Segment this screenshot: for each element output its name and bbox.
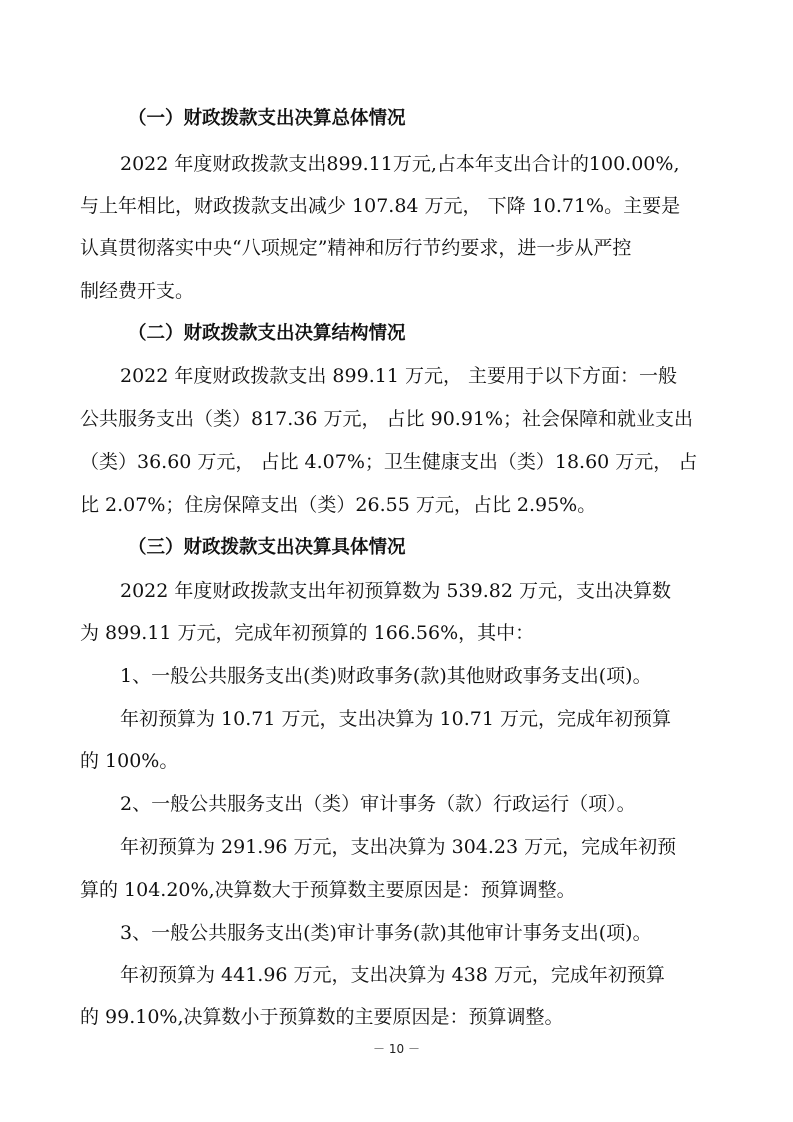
paragraph-line: 比 2.07%；住房保障支出（类）26.55 万元，占比 2.95%。	[80, 494, 597, 516]
section-heading-2: （二）财政拨款支出决算结构情况	[128, 323, 406, 344]
paragraph-line: 为 899.11 万元，完成年初预算的 166.56%，其中：	[80, 622, 535, 644]
paragraph-line: （类）36.60 万元， 占比 4.07%；卫生健康支出（类）18.60 万元， 占	[80, 451, 698, 473]
paragraph-line: 年初预算为 291.96 万元，支出决算为 304.23 万元，完成年初预	[120, 836, 677, 858]
paragraph-line: 1、一般公共服务支出(类)财政事务(款)其他财政事务支出(项)。	[120, 665, 652, 687]
paragraph-line: 算的 104.20%,决算数大于预算数主要原因是：预算调整。	[80, 879, 576, 901]
paragraph-line: 2022 年度财政拨款支出 899.11 万元， 主要用于以下方面：一般	[120, 365, 677, 387]
paragraph-line: 公共服务支出（类）817.36 万元， 占比 90.91%；社会保障和就业支出	[80, 408, 694, 430]
paragraph-line: 制经费开支。	[80, 280, 195, 302]
paragraph-line: 3、一般公共服务支出(类)审计事务(款)其他审计事务支出(项)。	[120, 922, 652, 944]
section-heading-3: （三）财政拨款支出决算具体情况	[128, 537, 406, 558]
section-heading-1: （一）财政拨款支出决算总体情况	[128, 108, 406, 129]
paragraph-line: 年初预算为 441.96 万元，支出决算为 438 万元，完成年初预算	[120, 964, 665, 986]
paragraph-line: 2、一般公共服务支出（类）审计事务（款）行政运行（项）。	[120, 793, 636, 815]
paragraph-line: 2022 年度财政拨款支出年初预算数为 539.82 万元，支出决算数	[120, 580, 671, 602]
paragraph-line: 认真贯彻落实中央“八项规定”精神和厉行节约要求，进一步从严控	[80, 237, 632, 259]
paragraph-line: 2022 年度财政拨款支出899.11万元,占本年支出合计的100.00%,	[120, 153, 680, 175]
paragraph-line: 与上年相比，财政拨款支出减少 107.84 万元， 下降 10.71%。主要是	[80, 195, 681, 217]
page-number: － 10 －	[373, 1042, 420, 1056]
paragraph-line: 年初预算为 10.71 万元，支出决算为 10.71 万元，完成年初预算	[120, 708, 671, 730]
paragraph-line: 的 100%。	[80, 750, 179, 772]
paragraph-line: 的 99.10%,决算数小于预算数的主要原因是：预算调整。	[80, 1006, 564, 1028]
